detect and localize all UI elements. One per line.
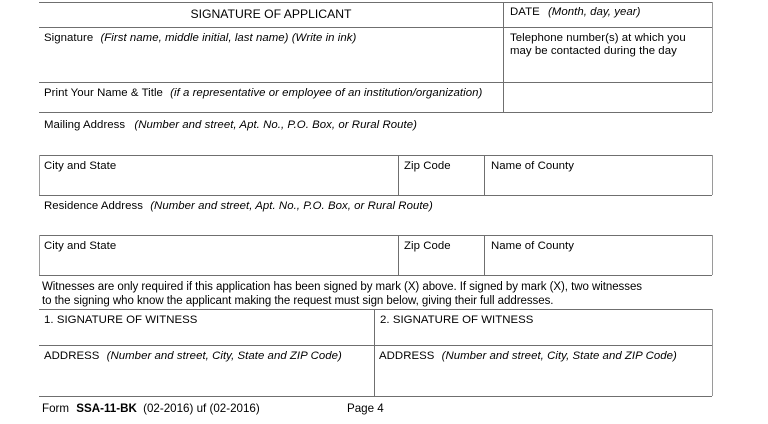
residence-county-label: Name of County bbox=[491, 240, 575, 252]
form-identifier bbox=[42, 402, 260, 415]
telephone-label-line-1: Telephone number(s) at which you bbox=[510, 32, 686, 44]
witness-1-signature-label: 1. SIGNATURE OF WITNESS bbox=[44, 314, 198, 326]
rule-below-residence-city-row bbox=[39, 275, 712, 276]
rule-below-mailing-city-row bbox=[39, 195, 712, 196]
border-right-residence-city-row bbox=[712, 235, 713, 275]
rule-below-residence-address bbox=[39, 235, 712, 236]
divider-residence-citystate-zip bbox=[398, 235, 399, 275]
border-left-residence-city-row bbox=[39, 235, 40, 275]
signature-label: Signature bbox=[44, 32, 94, 44]
print-name-field-label bbox=[44, 87, 482, 100]
witness-1-address-label: ADDRESS bbox=[44, 350, 100, 362]
mailing-city-state-label: City and State bbox=[44, 160, 117, 172]
rule-top bbox=[39, 2, 712, 3]
witness-2-signature-label: 2. SIGNATURE OF WITNESS bbox=[380, 314, 534, 326]
border-left-mailing-city-row bbox=[39, 155, 40, 195]
mailing-address-field-label bbox=[44, 119, 417, 132]
form-number: SSA-11-BK bbox=[76, 402, 137, 415]
divider-mailing-citystate-zip bbox=[398, 155, 399, 195]
residence-zip-code-label: Zip Code bbox=[404, 240, 451, 252]
witness-2-address-field-label bbox=[379, 350, 677, 363]
form-revision-date: (02-2016) uf (02-2016) bbox=[143, 402, 260, 415]
mailing-address-label: Mailing Address bbox=[44, 119, 126, 131]
divider-signature-date bbox=[503, 2, 504, 112]
telephone-field-label bbox=[510, 32, 686, 59]
rule-below-signature-block bbox=[39, 82, 712, 83]
border-right-signature-block bbox=[712, 2, 713, 112]
divider-residence-zip-county bbox=[484, 235, 485, 275]
telephone-label-line-2: may be contacted during the day bbox=[510, 45, 677, 58]
residence-address-hint: (Number and street, Apt. No., P.O. Box, or Rural Route) bbox=[150, 200, 433, 212]
print-name-label: Print Your Name & Title bbox=[44, 87, 163, 99]
signature-of-applicant-label: SIGNATURE OF APPLICANT bbox=[190, 7, 352, 21]
border-right-mailing-city-row bbox=[712, 155, 713, 195]
divider-witness-columns bbox=[374, 309, 375, 396]
mailing-address-hint: (Number and street, Apt. No., P.O. Box, or Rural Route) bbox=[134, 119, 417, 131]
page-number: Page 4 bbox=[347, 402, 384, 415]
witness-instructions bbox=[42, 281, 722, 308]
witness-1-address-field-label bbox=[44, 350, 342, 363]
border-right-witness-block bbox=[712, 309, 713, 396]
rule-below-mailing-address bbox=[39, 155, 712, 156]
rule-below-print-name bbox=[39, 112, 712, 113]
signature-hint: (First name, middle initial, last name) (Write in ink) bbox=[100, 32, 357, 44]
rule-below-witness-signature bbox=[39, 345, 712, 346]
residence-city-state-label: City and State bbox=[44, 240, 117, 252]
rule-above-footer bbox=[39, 396, 712, 397]
date-field-label bbox=[510, 6, 640, 19]
rule-below-signature-header bbox=[39, 27, 712, 28]
signature-of-applicant-header bbox=[39, 7, 503, 21]
residence-address-label: Residence Address bbox=[44, 200, 143, 212]
signature-field-label bbox=[44, 32, 356, 45]
mailing-zip-code-label: Zip Code bbox=[404, 160, 451, 172]
mailing-county-label: Name of County bbox=[491, 160, 575, 172]
print-name-hint: (if a representative or employee of an institution/organization) bbox=[170, 87, 483, 99]
form-prefix-label: Form bbox=[42, 402, 70, 415]
witness-2-address-label: ADDRESS bbox=[379, 350, 435, 362]
divider-mailing-zip-county bbox=[484, 155, 485, 195]
witness-1-address-hint: (Number and street, City, State and ZIP Code) bbox=[106, 350, 342, 362]
witness-2-address-hint: (Number and street, City, State and ZIP Code) bbox=[441, 350, 677, 362]
witness-instructions-line-2: to the signing who know the applicant making the request must sign below, giving their full addresses. bbox=[42, 294, 554, 307]
date-hint: (Month, day, year) bbox=[547, 6, 641, 18]
rule-below-witness-note bbox=[39, 309, 712, 310]
witness-instructions-line-1: Witnesses are only required if this application has been signed by mark (X) above. If signed by mark (X), two witnesses bbox=[42, 281, 642, 293]
residence-address-field-label bbox=[44, 200, 433, 213]
date-label: DATE bbox=[510, 6, 540, 18]
